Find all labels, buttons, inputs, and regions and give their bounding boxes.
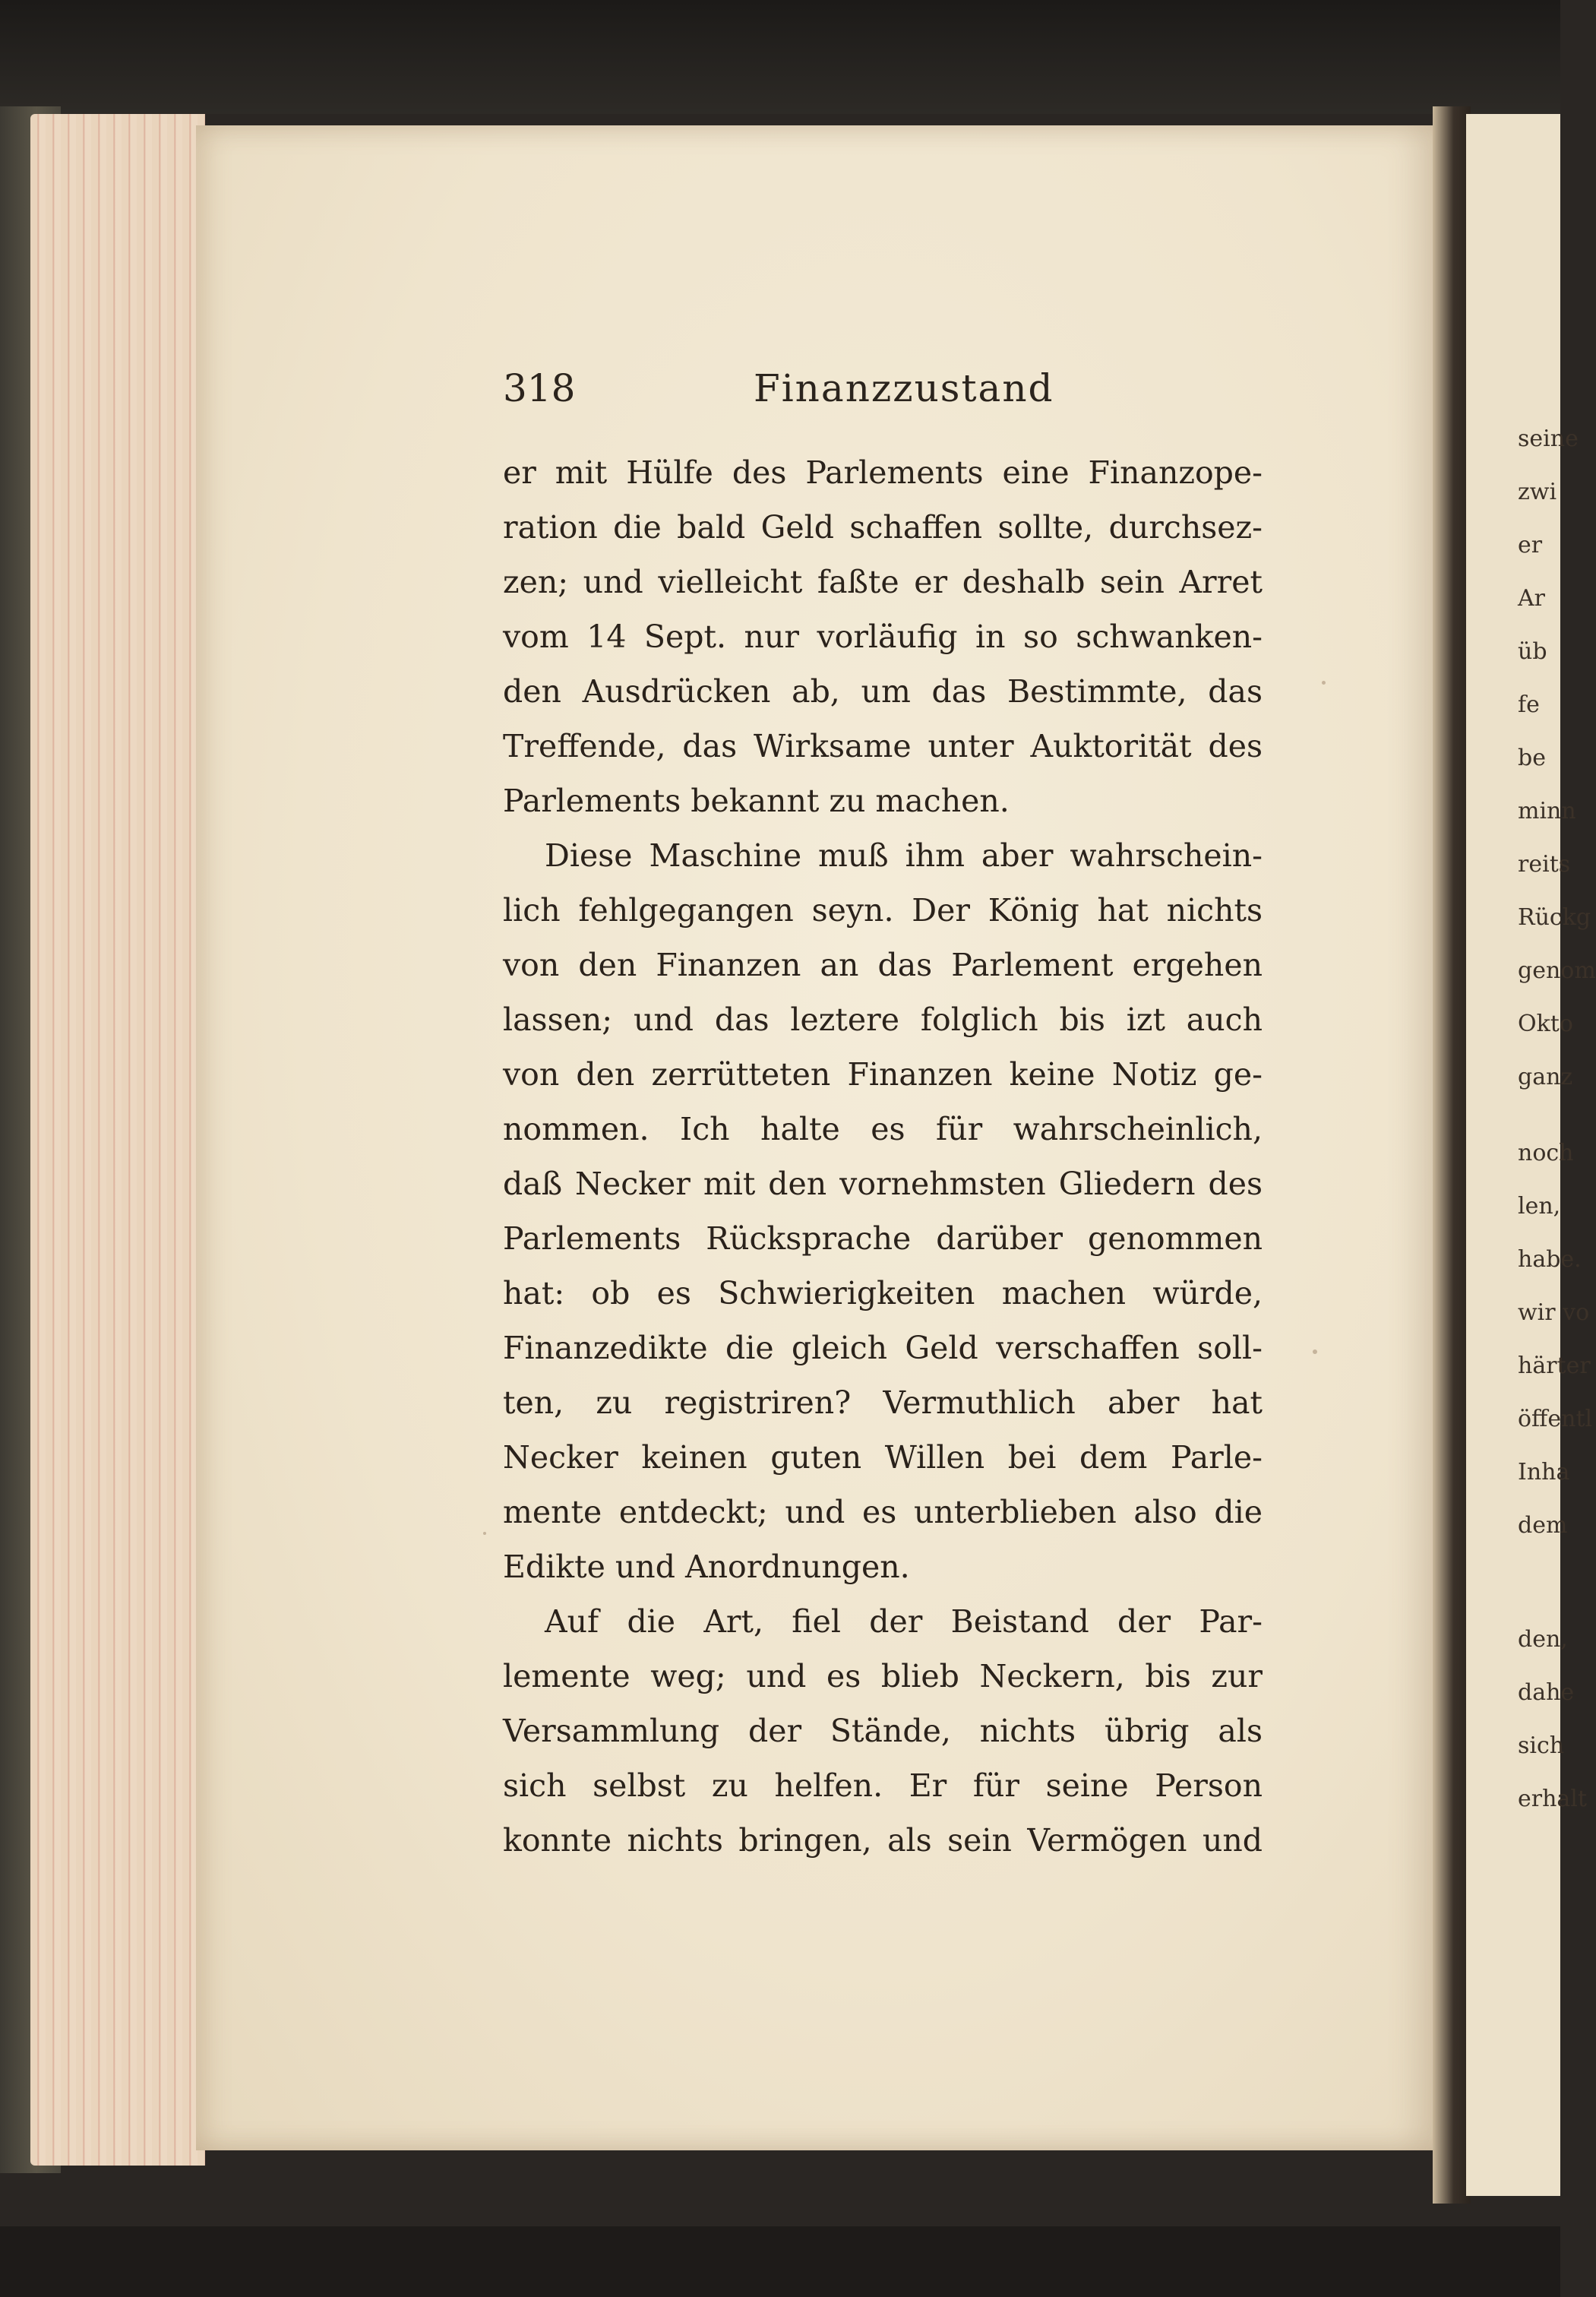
text-line: er mit Hülfe des Parlements eine Finanzope-	[503, 454, 1263, 491]
text-line: von den Finanzen an das Parlement ergehen	[503, 947, 1263, 983]
book-gutter	[1433, 106, 1471, 2204]
running-title: Finanzzustand	[754, 366, 1054, 410]
page-number: 318	[503, 366, 576, 410]
text-line: zen; und vielleicht faßte er deshalb sein Arret	[503, 564, 1263, 600]
facing-page-line: seine	[1518, 426, 1579, 452]
facing-page-line: wir vo	[1518, 1299, 1590, 1326]
text-line: daß Necker mit den vornehmsten Gliedern des	[503, 1166, 1263, 1202]
facing-page-line: be	[1518, 745, 1546, 771]
facing-page-line: genom	[1518, 957, 1596, 984]
text-line: ration die bald Geld schaffen sollte, durchsez-	[503, 509, 1263, 546]
facing-page-line: dahe	[1518, 1679, 1575, 1706]
facing-page-fragment	[1466, 114, 1596, 2196]
text-line: lich fehlgegangen seyn. Der König hat nichts	[503, 892, 1263, 929]
text-line: sich selbst zu helfen. Er für seine Person	[503, 1767, 1263, 1804]
background-top	[0, 0, 1560, 114]
facing-page-line: härter	[1518, 1353, 1591, 1379]
facing-page-line: minn	[1518, 798, 1576, 824]
background-bottom	[0, 2226, 1560, 2297]
text-line: mente entdeckt; und es unterblieben also die	[503, 1494, 1263, 1530]
facing-page-line: Rückg	[1518, 904, 1591, 931]
text-line: Finanzedikte die gleich Geld verschaffen soll-	[503, 1330, 1263, 1366]
text-line: Auf die Art, fiel der Beistand der Par-	[545, 1603, 1263, 1640]
text-line: konnte nichts bringen, als sein Vermögen und	[503, 1822, 1263, 1859]
facing-page-line: noch	[1518, 1140, 1574, 1166]
facing-page-line: Inha	[1518, 1459, 1570, 1485]
facing-page-line: habe.	[1518, 1246, 1582, 1273]
text-line: nommen. Ich halte es für wahrscheinlich,	[503, 1111, 1263, 1147]
facing-page-line: sich	[1518, 1732, 1565, 1759]
running-head	[503, 366, 1263, 419]
text-line: Parlements Rücksprache darüber genommen	[503, 1220, 1263, 1257]
facing-page-line: Okto	[1518, 1011, 1573, 1037]
paper-spot	[483, 1532, 486, 1535]
text-line: hat: ob es Schwierigkeiten machen würde,	[503, 1275, 1263, 1311]
text-line: lemente weg; und es blieb Neckern, bis zur	[503, 1658, 1263, 1694]
facing-page-line: erhalt	[1518, 1786, 1587, 1812]
text-line: Edikte und Anordnungen.	[503, 1549, 910, 1585]
facing-page-line: reits	[1518, 851, 1571, 878]
text-line: den Ausdrücken ab, um das Bestimmte, das	[503, 673, 1263, 710]
text-line: von den zerrütteten Finanzen keine Notiz ge-	[503, 1056, 1263, 1093]
facing-page-line: zwi	[1518, 479, 1557, 505]
facing-page-line: len,	[1518, 1193, 1561, 1220]
facing-page-line: den,	[1518, 1626, 1568, 1653]
text-line: Treffende, das Wirksame unter Auktorität des	[503, 728, 1263, 764]
text-line: vom 14 Sept. nur vorläufig in so schwanken-	[503, 619, 1263, 655]
text-line: Diese Maschine muß ihm aber wahrschein-	[545, 837, 1263, 874]
text-line: Necker keinen guten Willen bei dem Parle-	[503, 1439, 1263, 1476]
page-stack-edges	[30, 114, 205, 2166]
facing-page-line: Ar	[1518, 585, 1546, 612]
facing-page-line: fe	[1518, 691, 1540, 718]
facing-page-line: üb	[1518, 638, 1547, 665]
facing-page-line: dem	[1518, 1512, 1568, 1539]
text-line: Parlements bekannt zu machen.	[503, 783, 1010, 819]
facing-page-line: öffentl	[1518, 1406, 1593, 1432]
text-line: Versammlung der Stände, nichts übrig als	[503, 1713, 1263, 1749]
text-line: ten, zu registriren? Vermuthlich aber hat	[503, 1384, 1263, 1421]
paper-spot	[1313, 1349, 1317, 1354]
paper-spot	[1322, 681, 1326, 685]
facing-page-line: er	[1518, 532, 1543, 558]
facing-page-line: ganz	[1518, 1064, 1573, 1090]
text-line: lassen; und das leztere folglich bis izt auch	[503, 1001, 1263, 1038]
